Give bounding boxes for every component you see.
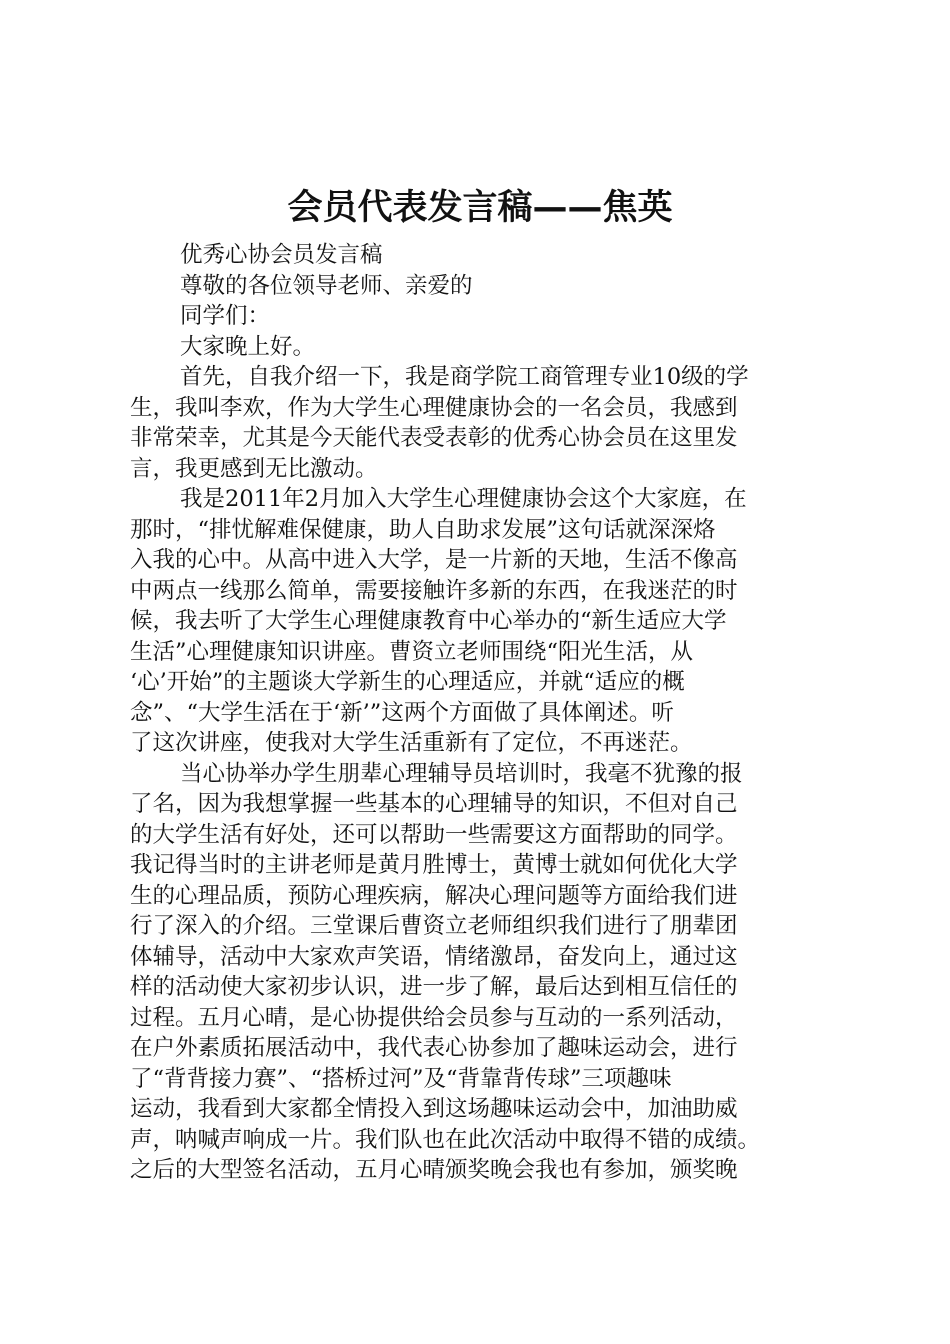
paragraph-1 [130, 362, 830, 484]
paragraph-line: 的大学生活有好处，还可以帮助一些需要这方面帮助的同学。 [130, 821, 738, 848]
paragraph-line: 入我的心中。从高中进入大学，是一片新的天地，生活不像高 [130, 547, 738, 573]
paragraph-line: 中两点一线那么简单，需要接触许多新的东西，在我迷茫的时 [130, 577, 738, 604]
greeting-line-2: 同学们： [180, 303, 271, 329]
paragraph-line: 非常荣幸，尤其是今天能代表受表彰的优秀心协会员在这里发 [130, 425, 738, 451]
paragraph-line: 我是2011年2月加入大学生心理健康协会这个大家庭，在 [180, 486, 747, 512]
document-body [130, 180, 830, 1186]
paragraph-line: 了这次讲座，使我对大学生活重新有了定位，不再迷茫。 [130, 730, 693, 756]
subtitle-line: 优秀心协会员发言稿 [180, 242, 383, 268]
greeting-line-3: 大家晚上好。 [180, 333, 316, 360]
paragraph-line: 生活”心理健康知识讲座。曹资立老师围绕“阳光生活，从 [130, 638, 694, 665]
paragraph-line: 那时，“排忧解难保健康，助人自助求发展”这句话就深深烙 [130, 516, 716, 543]
paragraph-line: 了“背背接力赛”、“搭桥过河”及“背靠背传球”三项趣味 [130, 1065, 672, 1092]
paragraph-line: 念”、“大学生活在于‘新’”这两个方面做了具体阐述。听 [130, 699, 674, 726]
paragraph-3 [130, 759, 830, 1186]
paragraph-line: 在户外素质拓展活动中，我代表心协参加了趣味运动会，进行 [130, 1035, 738, 1061]
paragraph-line: 生的心理品质，预防心理疾病，解决心理问题等方面给我们进 [130, 882, 738, 909]
paragraph-line: 当心协举办学生朋辈心理辅导员培训时，我毫不犹豫的报 [180, 760, 743, 787]
paragraph-line: 首先，自我介绍一下，我是商学院工商管理专业10级的学 [180, 364, 749, 390]
paragraph-line: 我记得当时的主讲老师是黄月胜博士，黄博士就如何优化大学 [130, 852, 738, 878]
paragraph-line: 候，我去听了大学生心理健康教育中心举办的“新生适应大学 [130, 608, 727, 634]
paragraph-line: 体辅导，活动中大家欢声笑语，情绪激昂，奋发向上，通过这 [130, 943, 738, 970]
paragraph-line: 行了深入的介绍。三堂课后曹资立老师组织我们进行了朋辈团 [130, 913, 738, 939]
paragraph-line: 之后的大型签名活动，五月心晴颁奖晚会我也有参加，颁奖晚 [130, 1157, 738, 1183]
paragraph-line: 言，我更感到无比激动。 [130, 455, 378, 482]
paragraph-line: 运动，我看到大家都全情投入到这场趣味运动会中，加油助威 [130, 1096, 738, 1122]
greeting-line-1: 尊敬的各位领导老师、亲爱的 [180, 272, 473, 299]
paragraph-line: 生，我叫李欢，作为大学生心理健康协会的一名会员，我感到 [130, 394, 738, 421]
paragraph-line: 样的活动使大家初步认识，进一步了解，最后达到相互信任的 [130, 974, 738, 1000]
paragraph-line: 了名，因为我想掌握一些基本的心理辅导的知识，不但对自己 [130, 791, 738, 817]
paragraph-2 [130, 484, 830, 759]
document-title: 会员代表发言稿——焦英 [287, 188, 673, 228]
paragraph-line: 过程。五月心晴，是心协提供给会员参与互动的一系列活动， [130, 1004, 738, 1031]
paragraph-line: 声，呐喊声响成一片。我们队也在此次活动中取得不错的成绩。 [130, 1126, 761, 1153]
paragraph-line: ‘心’开始”的主题谈大学新生的心理适应，并就“适应的概 [130, 669, 685, 695]
